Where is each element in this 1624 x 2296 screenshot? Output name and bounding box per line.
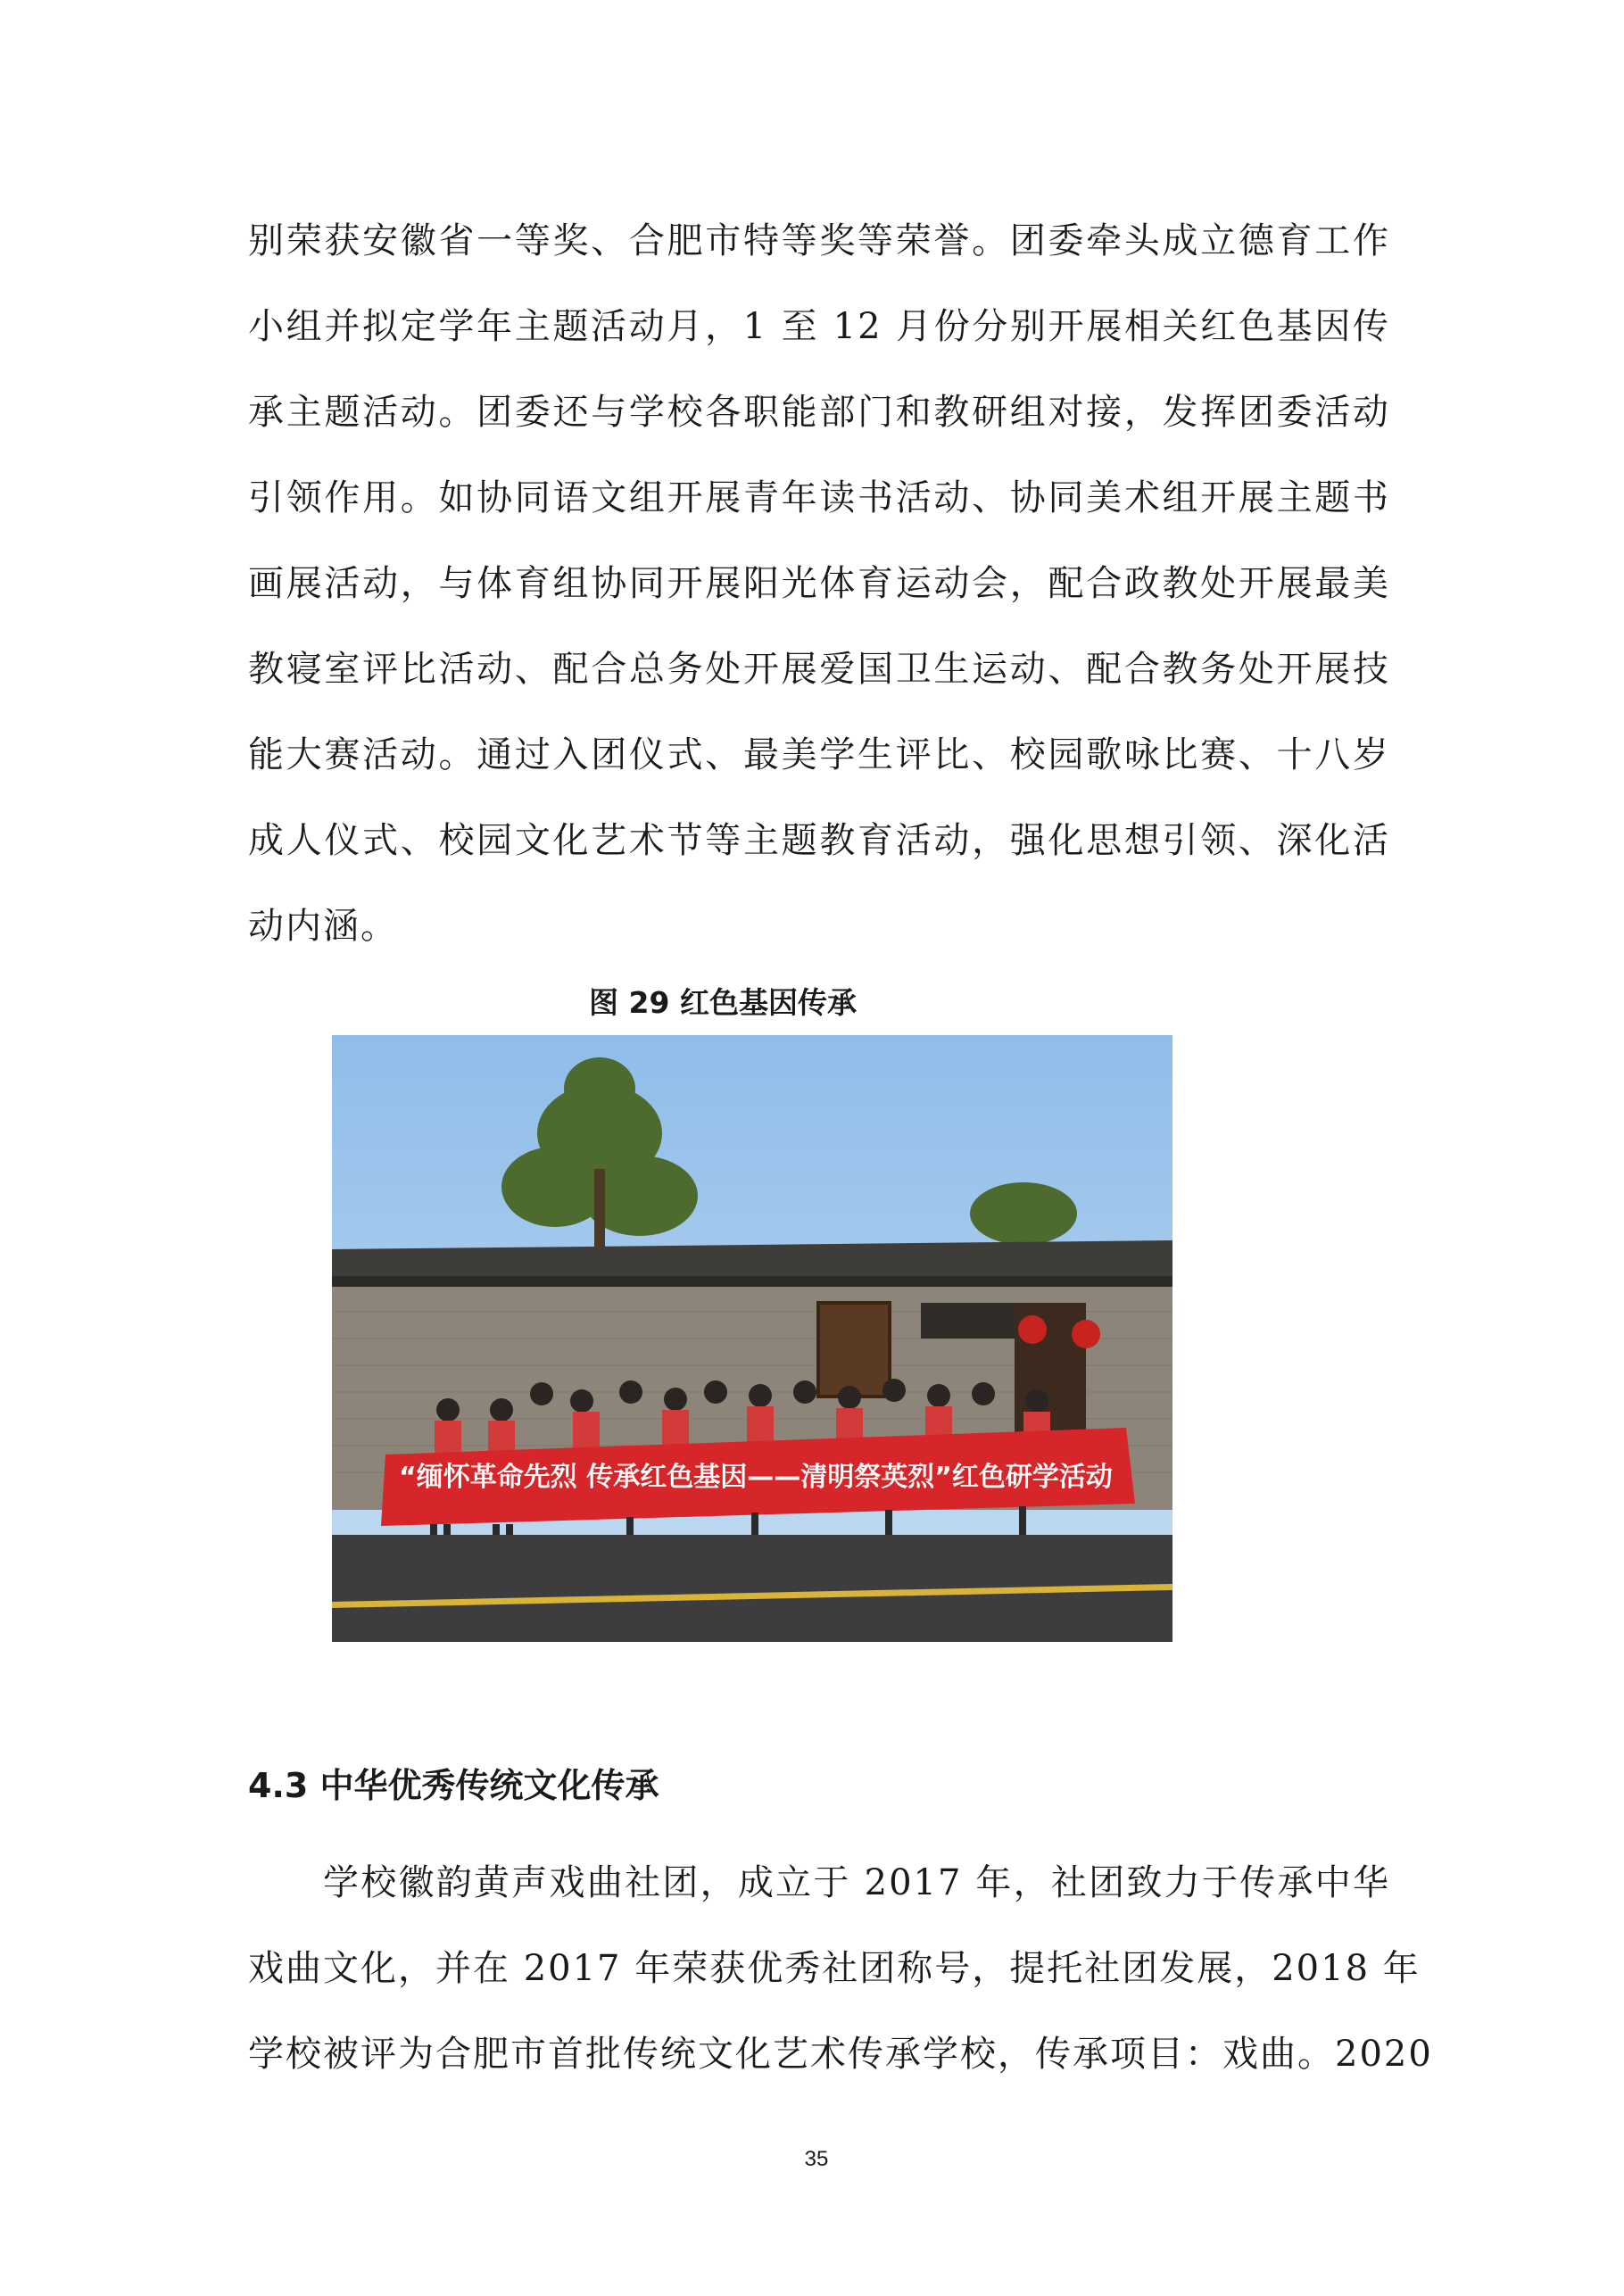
page-number: 35	[804, 2147, 829, 2171]
group-photo	[332, 1035, 1172, 1642]
text-line: 别荣获安徽省一等奖、合肥市特等奖等荣誉。团委牵头成立德育工作	[248, 220, 1390, 261]
section-heading: 4.3 中华优秀传统文化传承	[248, 1766, 659, 1805]
text-line: 教寝室评比活动、配合总务处开展爱国卫生运动、配合教务处开展技	[248, 649, 1390, 690]
text-line: 画展活动，与体育组协同开展阳光体育运动会，配合政教处开展最美	[248, 563, 1390, 604]
text-line: 小组并拟定学年主题活动月，1 至 12 月份分别开展相关红色基因传	[248, 306, 1390, 347]
text-line: 学校徽韵黄声戏曲社团，成立于 2017 年，社团致力于传承中华	[323, 1862, 1390, 1903]
text-line: 戏曲文化，并在 2017 年荣获优秀社团称号，提托社团发展，2018 年	[248, 1948, 1421, 1989]
body-paragraph-1	[248, 198, 1390, 969]
text-line: 引领作用。如协同语文组开展青年读书活动、协同美术组开展主题书	[248, 477, 1390, 518]
text-line: 承主题活动。团委还与学校各职能部门和教研组对接，发挥团委活动	[248, 392, 1390, 433]
figure-caption: 图 29 红色基因传承	[589, 985, 857, 1020]
text-line: 能大赛活动。通过入团仪式、最美学生评比、校园歌咏比赛、十八岁	[248, 734, 1390, 775]
body-paragraph-2	[248, 1840, 1433, 2097]
text-line: 成人仪式、校园文化艺术节等主题教育活动，强化思想引领、深化活	[248, 820, 1390, 861]
text-line: 动内涵。	[248, 906, 398, 947]
text-line: 学校被评为合肥市首批传统文化艺术传承学校，传承项目：戏曲。2020	[248, 2034, 1433, 2075]
banner-text: “缅怀革命先烈 传承红色基因——清明祭英烈”红色研学活动	[399, 1462, 1113, 1493]
